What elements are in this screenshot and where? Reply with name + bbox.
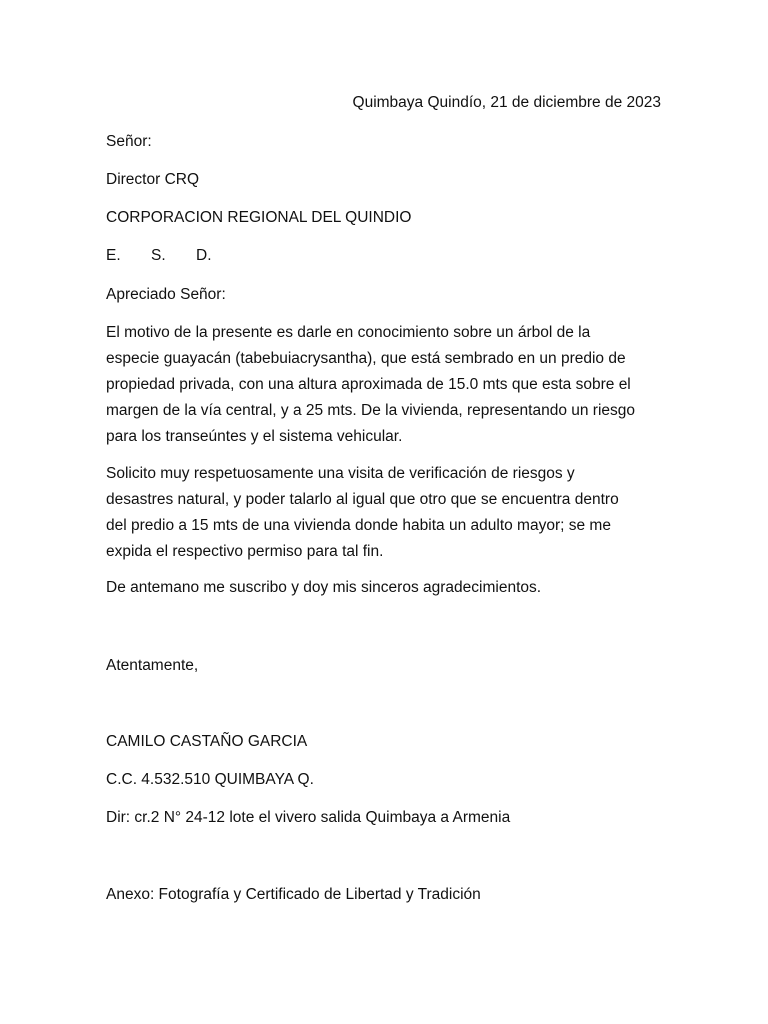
paragraph-2-line: expida el respectivo permiso para tal fin. bbox=[106, 543, 384, 560]
paragraph-1-line: El motivo de la presente es darle en conocimiento sobre un árbol de la bbox=[106, 324, 591, 341]
signer-name: CAMILO CASTAÑO GARCIA bbox=[106, 733, 308, 750]
esd-line bbox=[106, 246, 212, 266]
body-paragraph-3: De antemano me suscribo y doy mis sinceros agradecimientos. bbox=[106, 579, 542, 596]
paragraph-2-line: del predio a 15 mts de una vivienda donde habita un adulto mayor; se me bbox=[106, 517, 611, 534]
date-line: Quimbaya Quindío, 21 de diciembre de 2023 bbox=[352, 94, 661, 111]
recipient-organization: CORPORACION REGIONAL DEL QUINDIO bbox=[106, 209, 412, 226]
paragraph-2-line: desastres natural, y poder talarlo al igual que otro que se encuentra dentro bbox=[106, 491, 619, 508]
greeting: Apreciado Señor: bbox=[106, 286, 226, 303]
paragraph-1-line: margen de la vía central, y a 25 mts. De la vivienda, representando un riesgo bbox=[106, 402, 636, 419]
esd-e: E. bbox=[106, 247, 121, 264]
paragraph-1-line: propiedad privada, con una altura aproximada de 15.0 mts que esta sobre el bbox=[106, 376, 631, 393]
paragraph-1-line: para los transeúntes y el sistema vehicular. bbox=[106, 428, 403, 445]
esd-s: S. bbox=[151, 247, 166, 264]
closing: Atentamente, bbox=[106, 657, 199, 674]
body-paragraph-2 bbox=[106, 461, 676, 565]
esd-d: D. bbox=[196, 247, 212, 264]
body-paragraph-1 bbox=[106, 320, 676, 450]
paragraph-2-line: Solicito muy respetuosamente una visita de verificación de riesgos y bbox=[106, 465, 575, 482]
recipient-title: Director CRQ bbox=[106, 171, 200, 188]
salutation-title: Señor: bbox=[106, 133, 152, 150]
signer-address: Dir: cr.2 N° 24-12 lote el vivero salida Quimbaya a Armenia bbox=[106, 809, 511, 826]
annex-line: Anexo: Fotografía y Certificado de Libertad y Tradición bbox=[106, 886, 481, 903]
signer-id: C.C. 4.532.510 QUIMBAYA Q. bbox=[106, 771, 314, 788]
paragraph-1-line: especie guayacán (tabebuiacrysantha), que está sembrado en un predio de bbox=[106, 350, 626, 367]
